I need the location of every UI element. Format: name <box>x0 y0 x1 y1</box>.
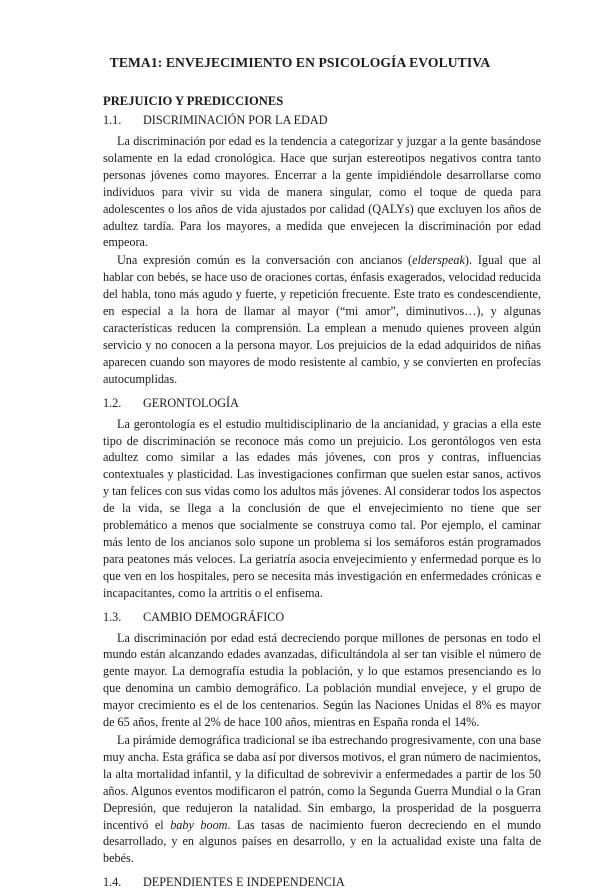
section-heading: PREJUICIO Y PREDICCIONES <box>103 94 284 108</box>
subsection-heading-1-3 <box>103 609 541 626</box>
subsection-heading-1-4 <box>103 874 541 891</box>
subsection-title: CAMBIO DEMOGRÁFICO <box>143 609 285 624</box>
paragraph: Una expresión común es la conversación con ancianos (elderspeak). Igual que al hablar con bebés, se hace uso de oraciones cortas, énfasis exagerados, velocidad reducida del habla, tono más agudo y fuerte, y repetición frecuente. Este trato es condescendiente, en especial a la hora de llamar al mayor (“mi amor”, diminutivos…), y algunas características reducen la comprensión. La emplean a menudo quienes proveen algún servicio y no conocen a la persona mayor. Los prejuicios de la edad adquiridos de niñas aparecen cuando son mayores de modo resistente al cambio, y se convierten en profecías autocumplidas. <box>103 253 541 386</box>
subsection-title: GERONTOLOGÍA <box>143 395 239 410</box>
subsection-number: 1.1. <box>103 113 122 127</box>
subsection-title: DISCRIMINACIÓN POR LA EDAD <box>143 113 328 127</box>
paragraph: La discriminación por edad está decreciendo porque millones de personas en todo el mundo están alcanzando edades avanzadas, dificultándola al ser tan visible el número de gente mayor. La demografía estudia la población, y lo que estamos presenciando es lo que denomina un cambio demográfico. La población mundial envejece, y el grupo de mayor crecimiento es el de los centenarios. Según las Naciones Unidas el 8% es mayor de 65 años, frente al 2% de hace 100 años, mientras en España ronda el 14%. <box>103 630 541 730</box>
italic-term: elderspeak <box>412 253 465 268</box>
paragraph: La gerontología es el estudio multidisciplinario de la ancianidad, y gracias a ella este tipo de discriminación se reconoce más como un prejuicio. Los gerontólogos ven esta adultez como similar a las edades más jóvenes, con pros y contras, influencias contextuales y plasticidad. Las investigaciones confirman que suelen estar sanos, activos y tan felices con sus vidas como los adultos más jóvenes. Al considerar todos los aspectos de la vida, se llega a la conclusión de que el envejecimiento no tiene que ser problemático a menos que socialmente se construya como tal. Por ejemplo, el caminar más lento de los ancianos solo supone un problema si los semáforos están programados para peatones más veloces. La geriatría asocia envejecimiento y enfermedad porque es lo que ven en los hospitales, pero se necesita más investigación en enfermedades crónicas e incapacitantes, como la artritis o el enfisema. <box>103 416 541 600</box>
document-body <box>103 93 541 895</box>
subsection-number: 1.2. <box>103 395 122 410</box>
subsection-heading-1-1 <box>103 112 541 129</box>
subsection-title: DEPENDIENTES E INDEPENDENCIA <box>143 875 345 890</box>
subsection-heading-1-2 <box>103 395 541 412</box>
italic-term: baby boom <box>170 817 228 832</box>
paragraph: La discriminación por edad es la tendencia a categorizar y juzgar a la gente basándose solamente en la edad cronológica. Hace que surjan estereotipos negativos contra tanto personas jóvenes como mayores. Encerrar a la gente impidiéndole desarrollarse como individuos para vivir su vida de manera singular, como el toque de queda para adolescentes o los años de vida ajustados por calidad (QALYs) que excluyen los años de adultez tardía. Para los mayores, a medida que envejecen la discriminación por edad empeora. <box>103 134 541 250</box>
subsection-number: 1.3. <box>103 609 122 624</box>
subsection-number: 1.4. <box>103 875 122 890</box>
document-title: TEMA1: ENVEJECIMIENTO EN PSICOLOGÍA EVOLUTIVA <box>109 55 491 70</box>
paragraph: La pirámide demográfica tradicional se iba estrechando progresivamente, con una base muy ancha. Esta gráfica se daba así por diversos motivos, el gran número de nacimientos, la alta mortalidad infantil, y la dificultad de sobrevivir a enfermedades a partir de los 50 años. Algunos eventos modificaron el patrón, como la Segunda Guerra Mundial o la Gran Depresión, que redujeron la natalidad. Sin embargo, la prosperidad de la posguerra incentivó el baby boom. Las tasas de nacimiento fueron decreciendo en el mundo desarrollado, y en algunos países en desarrollo, y en la actualidad existe una falta de bebés. <box>103 733 542 866</box>
